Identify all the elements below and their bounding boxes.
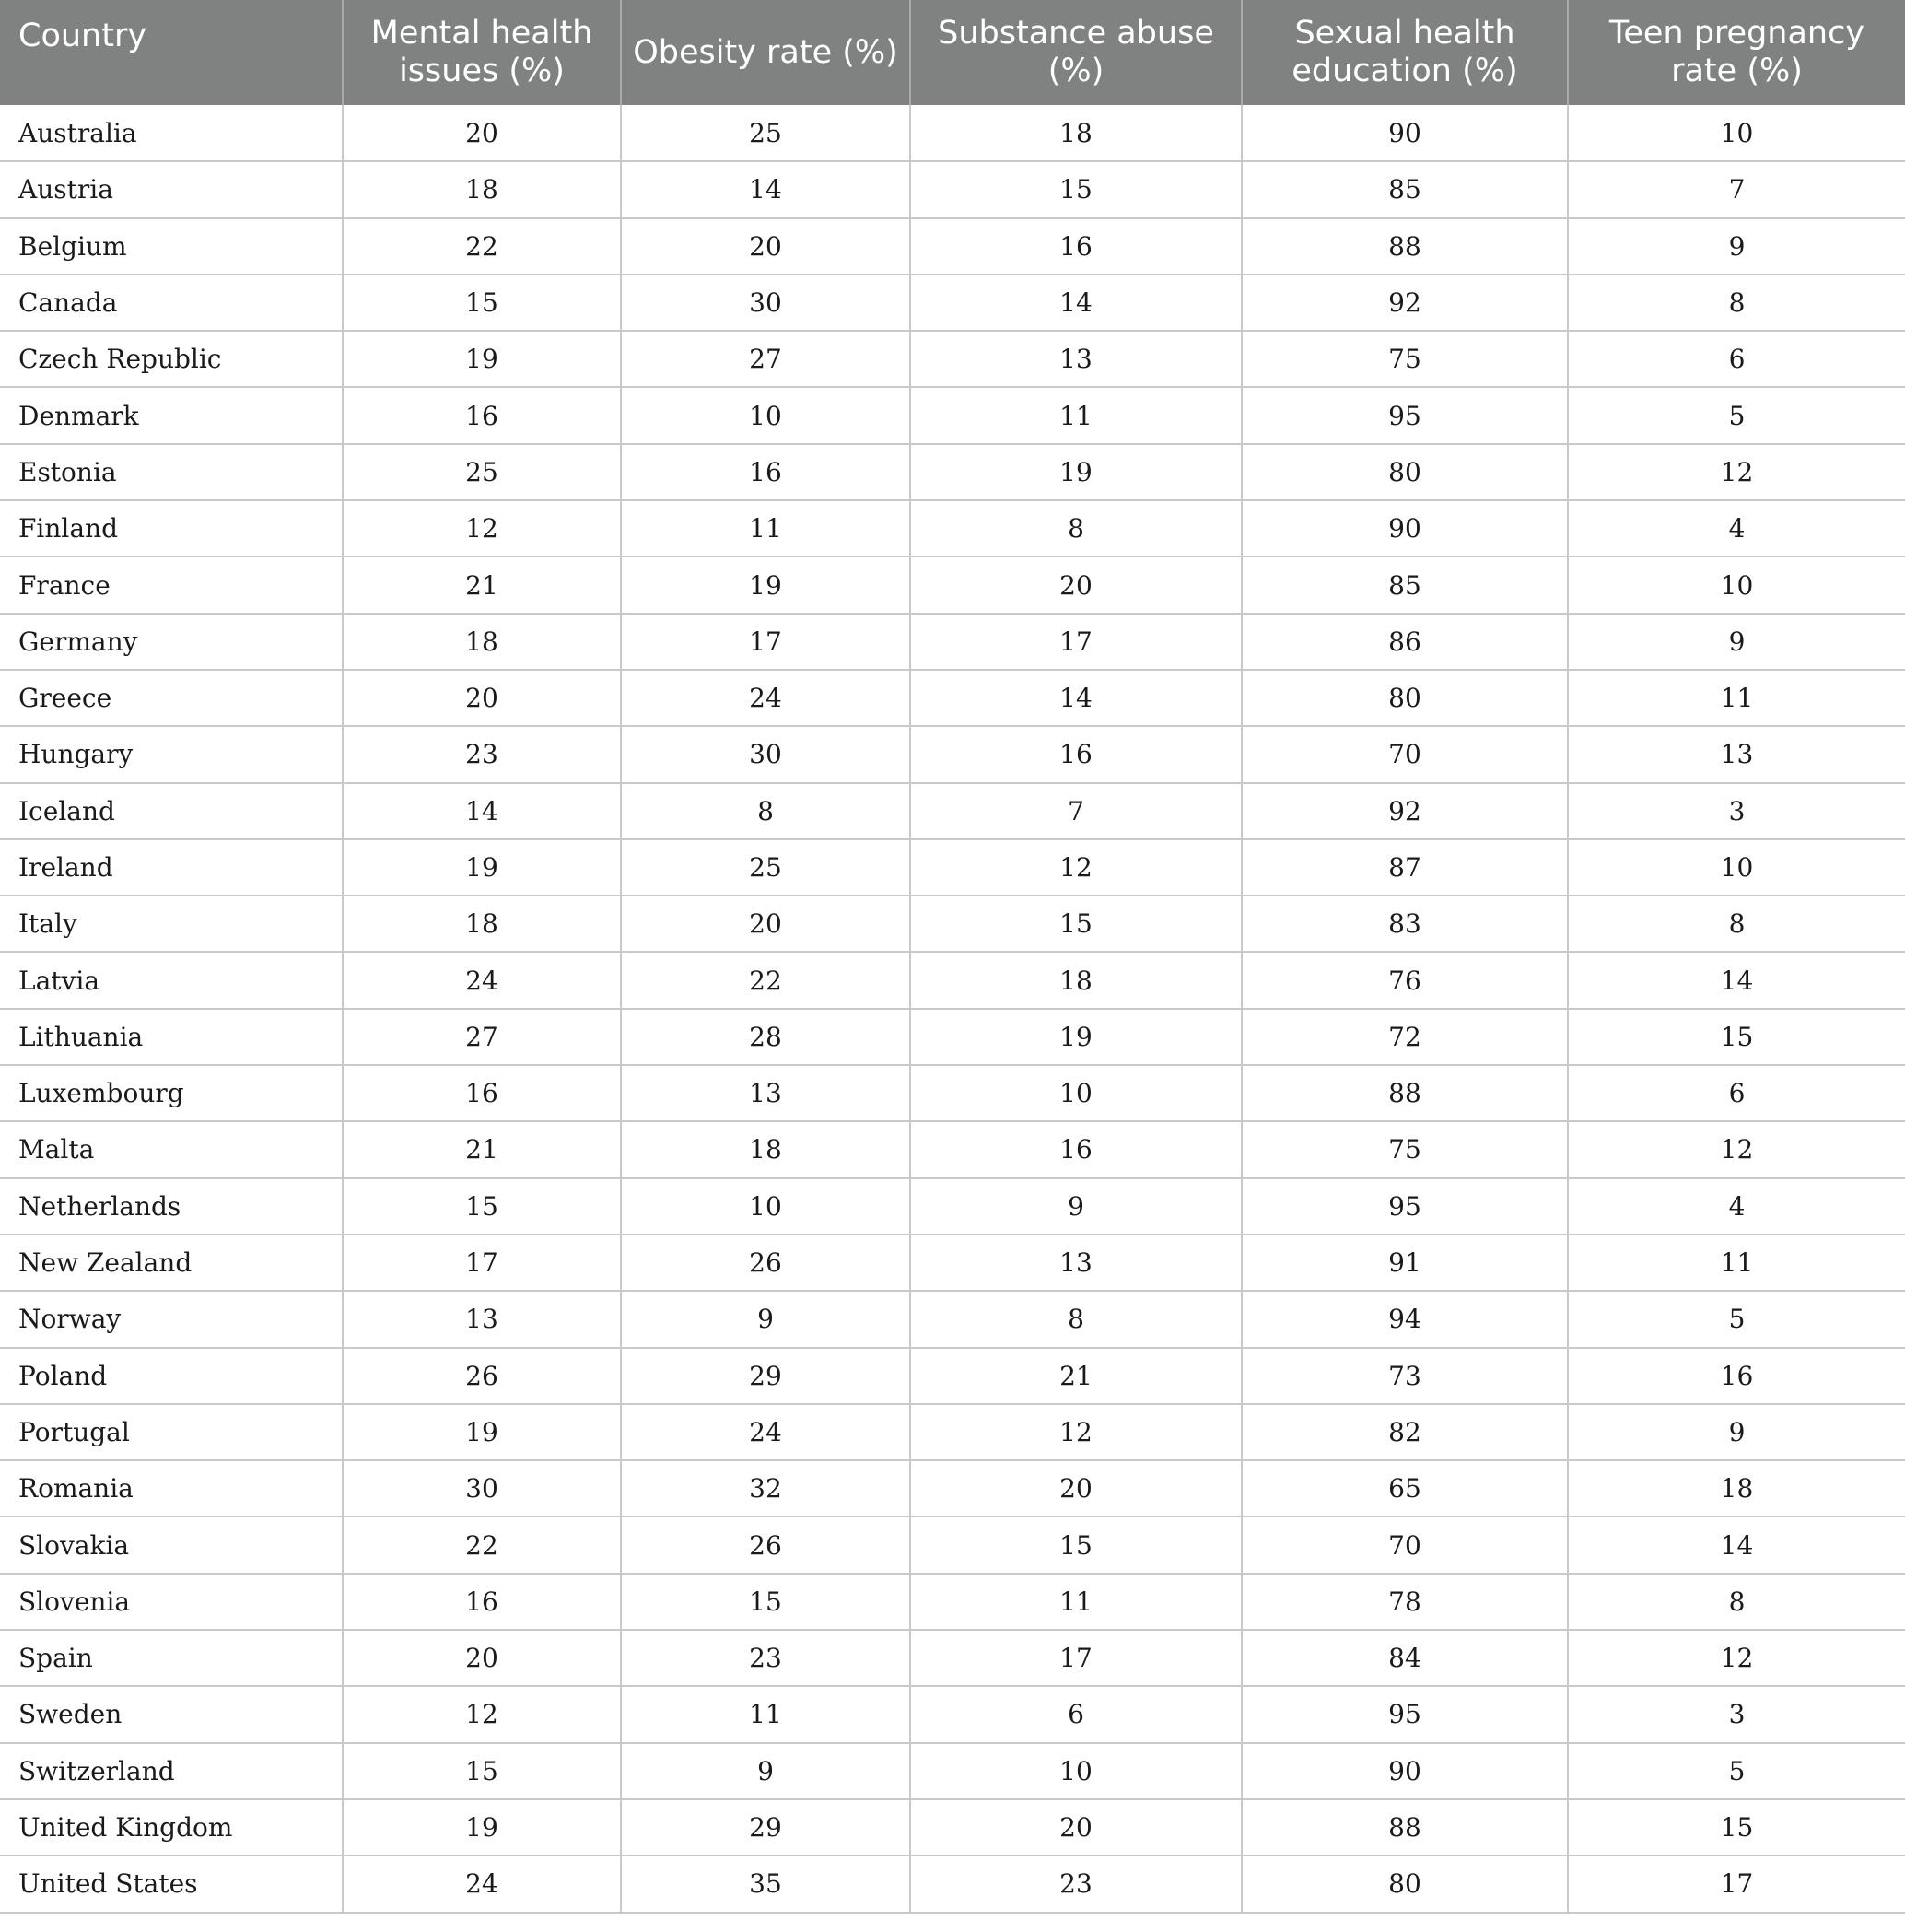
table-row	[0, 726, 1905, 782]
table-row	[0, 670, 1905, 726]
header-obesity-rate: Obesity rate (%)	[621, 0, 910, 105]
substance-abuse-cell: 12	[910, 839, 1242, 896]
teen-pregnancy-rate-cell: 10	[1568, 105, 1905, 161]
obesity-rate-cell: 25	[621, 105, 910, 161]
table-row	[0, 275, 1905, 331]
mental-health-cell: 15	[343, 1178, 621, 1235]
mental-health-cell: 26	[343, 1348, 621, 1404]
obesity-rate-cell: 15	[621, 1574, 910, 1630]
obesity-rate-cell: 29	[621, 1799, 910, 1856]
teen-pregnancy-rate-cell: 5	[1568, 387, 1905, 443]
substance-abuse-cell: 20	[910, 1460, 1242, 1516]
mental-health-cell: 13	[343, 1291, 621, 1347]
teen-pregnancy-rate-cell: 14	[1568, 952, 1905, 1008]
obesity-rate-cell: 20	[621, 896, 910, 952]
teen-pregnancy-rate-cell: 16	[1568, 1348, 1905, 1404]
substance-abuse-cell: 11	[910, 387, 1242, 443]
country-cell: Germany	[0, 614, 343, 670]
teen-pregnancy-rate-cell: 6	[1568, 331, 1905, 387]
sexual-health-education-cell: 75	[1242, 1121, 1568, 1177]
obesity-rate-cell: 25	[621, 839, 910, 896]
substance-abuse-cell: 14	[910, 670, 1242, 726]
sexual-health-education-cell: 94	[1242, 1291, 1568, 1347]
teen-pregnancy-rate-cell: 4	[1568, 1178, 1905, 1235]
sexual-health-education-cell: 70	[1242, 726, 1568, 782]
substance-abuse-cell: 14	[910, 275, 1242, 331]
country-cell: Finland	[0, 500, 343, 556]
header-mental-health: Mental health issues (%)	[343, 0, 621, 105]
substance-abuse-cell: 19	[910, 444, 1242, 500]
sexual-health-education-cell: 90	[1242, 105, 1568, 161]
header-country: Country	[0, 0, 343, 105]
country-cell: Austria	[0, 161, 343, 217]
teen-pregnancy-rate-cell: 8	[1568, 275, 1905, 331]
table-row	[0, 1065, 1905, 1121]
sexual-health-education-cell: 84	[1242, 1630, 1568, 1686]
sexual-health-education-cell: 78	[1242, 1574, 1568, 1630]
table-row	[0, 1348, 1905, 1404]
table-row	[0, 1121, 1905, 1177]
header-sexual-health-education: Sexual health education (%)	[1242, 0, 1568, 105]
obesity-rate-cell: 30	[621, 726, 910, 782]
country-cell: Czech Republic	[0, 331, 343, 387]
table-row	[0, 556, 1905, 613]
country-cell: Malta	[0, 1121, 343, 1177]
substance-abuse-cell: 10	[910, 1065, 1242, 1121]
obesity-rate-cell: 10	[621, 387, 910, 443]
country-cell: Romania	[0, 1460, 343, 1516]
teen-pregnancy-rate-cell: 11	[1568, 670, 1905, 726]
mental-health-cell: 19	[343, 1404, 621, 1460]
mental-health-cell: 16	[343, 1065, 621, 1121]
mental-health-cell: 21	[343, 556, 621, 613]
table-row	[0, 1630, 1905, 1686]
sexual-health-education-cell: 92	[1242, 275, 1568, 331]
country-cell: New Zealand	[0, 1235, 343, 1291]
country-cell: Netherlands	[0, 1178, 343, 1235]
country-cell: Belgium	[0, 218, 343, 275]
obesity-rate-cell: 26	[621, 1516, 910, 1573]
teen-pregnancy-rate-cell: 3	[1568, 783, 1905, 839]
table-row	[0, 1799, 1905, 1856]
mental-health-cell: 15	[343, 275, 621, 331]
teen-pregnancy-rate-cell: 8	[1568, 1574, 1905, 1630]
substance-abuse-cell: 17	[910, 614, 1242, 670]
obesity-rate-cell: 19	[621, 556, 910, 613]
table-row	[0, 1856, 1905, 1912]
country-cell: Norway	[0, 1291, 343, 1347]
substance-abuse-cell: 9	[910, 1178, 1242, 1235]
mental-health-cell: 19	[343, 331, 621, 387]
sexual-health-education-cell: 88	[1242, 1065, 1568, 1121]
teen-pregnancy-rate-cell: 8	[1568, 896, 1905, 952]
mental-health-cell: 22	[343, 218, 621, 275]
substance-abuse-cell: 15	[910, 161, 1242, 217]
sexual-health-education-cell: 80	[1242, 444, 1568, 500]
substance-abuse-cell: 6	[910, 1686, 1242, 1742]
country-cell: France	[0, 556, 343, 613]
obesity-rate-cell: 13	[621, 1065, 910, 1121]
substance-abuse-cell: 19	[910, 1009, 1242, 1065]
table-row	[0, 1460, 1905, 1516]
mental-health-cell: 17	[343, 1235, 621, 1291]
teen-pregnancy-rate-cell: 13	[1568, 726, 1905, 782]
mental-health-cell: 20	[343, 1630, 621, 1686]
table-row	[0, 896, 1905, 952]
table-row	[0, 1686, 1905, 1742]
sexual-health-education-cell: 80	[1242, 1856, 1568, 1912]
sexual-health-education-cell: 80	[1242, 670, 1568, 726]
table-row	[0, 1516, 1905, 1573]
table-row	[0, 161, 1905, 217]
mental-health-cell: 23	[343, 726, 621, 782]
sexual-health-education-cell: 65	[1242, 1460, 1568, 1516]
table-row	[0, 331, 1905, 387]
mental-health-cell: 16	[343, 387, 621, 443]
mental-health-cell: 24	[343, 952, 621, 1008]
sexual-health-education-cell: 70	[1242, 1516, 1568, 1573]
sexual-health-education-cell: 95	[1242, 387, 1568, 443]
sexual-health-education-cell: 86	[1242, 614, 1568, 670]
obesity-rate-cell: 22	[621, 952, 910, 1008]
obesity-rate-cell: 30	[621, 275, 910, 331]
mental-health-cell: 18	[343, 614, 621, 670]
obesity-rate-cell: 16	[621, 444, 910, 500]
table-row	[0, 1009, 1905, 1065]
substance-abuse-cell: 17	[910, 1630, 1242, 1686]
obesity-rate-cell: 17	[621, 614, 910, 670]
country-cell: Lithuania	[0, 1009, 343, 1065]
header-teen-pregnancy-rate: Teen pregnancy rate (%)	[1568, 0, 1905, 105]
teen-pregnancy-rate-cell: 12	[1568, 444, 1905, 500]
table-row	[0, 1178, 1905, 1235]
substance-abuse-cell: 13	[910, 331, 1242, 387]
sexual-health-education-cell: 90	[1242, 500, 1568, 556]
country-cell: Iceland	[0, 783, 343, 839]
sexual-health-education-cell: 95	[1242, 1686, 1568, 1742]
mental-health-cell: 16	[343, 1574, 621, 1630]
teen-pregnancy-rate-cell: 12	[1568, 1121, 1905, 1177]
teen-pregnancy-rate-cell: 3	[1568, 1686, 1905, 1742]
teen-pregnancy-rate-cell: 15	[1568, 1799, 1905, 1856]
mental-health-cell: 12	[343, 1686, 621, 1742]
mental-health-cell: 18	[343, 161, 621, 217]
teen-pregnancy-rate-cell: 4	[1568, 500, 1905, 556]
mental-health-cell: 25	[343, 444, 621, 500]
teen-pregnancy-rate-cell: 7	[1568, 161, 1905, 217]
country-cell: Estonia	[0, 444, 343, 500]
header-substance-abuse: Substance abuse (%)	[910, 0, 1242, 105]
mental-health-cell: 24	[343, 1856, 621, 1912]
substance-abuse-cell: 20	[910, 556, 1242, 613]
obesity-rate-cell: 14	[621, 161, 910, 217]
substance-abuse-cell: 15	[910, 896, 1242, 952]
obesity-rate-cell: 35	[621, 1856, 910, 1912]
country-cell: Latvia	[0, 952, 343, 1008]
obesity-rate-cell: 9	[621, 1291, 910, 1347]
country-cell: United States	[0, 1856, 343, 1912]
table-row	[0, 614, 1905, 670]
obesity-rate-cell: 8	[621, 783, 910, 839]
teen-pregnancy-rate-cell: 5	[1568, 1291, 1905, 1347]
country-cell: Australia	[0, 105, 343, 161]
obesity-rate-cell: 18	[621, 1121, 910, 1177]
country-cell: Switzerland	[0, 1743, 343, 1799]
country-cell: Hungary	[0, 726, 343, 782]
mental-health-cell: 30	[343, 1460, 621, 1516]
sexual-health-education-cell: 82	[1242, 1404, 1568, 1460]
table-row	[0, 218, 1905, 275]
mental-health-cell: 27	[343, 1009, 621, 1065]
table-row	[0, 952, 1905, 1008]
country-cell: Sweden	[0, 1686, 343, 1742]
obesity-rate-cell: 26	[621, 1235, 910, 1291]
country-cell: Luxembourg	[0, 1065, 343, 1121]
mental-health-cell: 21	[343, 1121, 621, 1177]
table-row	[0, 783, 1905, 839]
mental-health-cell: 12	[343, 500, 621, 556]
substance-abuse-cell: 16	[910, 1121, 1242, 1177]
obesity-rate-cell: 24	[621, 670, 910, 726]
substance-abuse-cell: 10	[910, 1743, 1242, 1799]
teen-pregnancy-rate-cell: 9	[1568, 614, 1905, 670]
obesity-rate-cell: 27	[621, 331, 910, 387]
sexual-health-education-cell: 88	[1242, 1799, 1568, 1856]
country-cell: Denmark	[0, 387, 343, 443]
substance-abuse-cell: 8	[910, 1291, 1242, 1347]
sexual-health-education-cell: 83	[1242, 896, 1568, 952]
teen-pregnancy-rate-cell: 10	[1568, 839, 1905, 896]
sexual-health-education-cell: 76	[1242, 952, 1568, 1008]
table-row	[0, 1743, 1905, 1799]
sexual-health-education-cell: 73	[1242, 1348, 1568, 1404]
mental-health-cell: 14	[343, 783, 621, 839]
table-row	[0, 839, 1905, 896]
obesity-rate-cell: 28	[621, 1009, 910, 1065]
mental-health-cell: 18	[343, 896, 621, 952]
country-cell: Spain	[0, 1630, 343, 1686]
table-row	[0, 1291, 1905, 1347]
obesity-rate-cell: 11	[621, 500, 910, 556]
obesity-rate-cell: 9	[621, 1743, 910, 1799]
sexual-health-education-cell: 72	[1242, 1009, 1568, 1065]
substance-abuse-cell: 18	[910, 952, 1242, 1008]
substance-abuse-cell: 15	[910, 1516, 1242, 1573]
teen-pregnancy-rate-cell: 18	[1568, 1460, 1905, 1516]
mental-health-cell: 20	[343, 105, 621, 161]
mental-health-cell: 19	[343, 1799, 621, 1856]
sexual-health-education-cell: 85	[1242, 161, 1568, 217]
mental-health-cell: 15	[343, 1743, 621, 1799]
substance-abuse-cell: 16	[910, 218, 1242, 275]
country-cell: Slovakia	[0, 1516, 343, 1573]
teen-pregnancy-rate-cell: 15	[1568, 1009, 1905, 1065]
obesity-rate-cell: 24	[621, 1404, 910, 1460]
teen-pregnancy-rate-cell: 17	[1568, 1856, 1905, 1912]
obesity-rate-cell: 23	[621, 1630, 910, 1686]
teen-pregnancy-rate-cell: 11	[1568, 1235, 1905, 1291]
sexual-health-education-cell: 95	[1242, 1178, 1568, 1235]
country-cell: Slovenia	[0, 1574, 343, 1630]
table-row	[0, 500, 1905, 556]
sexual-health-education-cell: 90	[1242, 1743, 1568, 1799]
obesity-rate-cell: 11	[621, 1686, 910, 1742]
header-row	[0, 0, 1905, 105]
teen-pregnancy-rate-cell: 6	[1568, 1065, 1905, 1121]
substance-abuse-cell: 13	[910, 1235, 1242, 1291]
country-cell: Poland	[0, 1348, 343, 1404]
table-row	[0, 444, 1905, 500]
country-cell: Canada	[0, 275, 343, 331]
sexual-health-education-cell: 85	[1242, 556, 1568, 613]
country-cell: Greece	[0, 670, 343, 726]
substance-abuse-cell: 18	[910, 105, 1242, 161]
table-row	[0, 1404, 1905, 1460]
country-cell: Italy	[0, 896, 343, 952]
sexual-health-education-cell: 88	[1242, 218, 1568, 275]
country-cell: Ireland	[0, 839, 343, 896]
table-row	[0, 387, 1905, 443]
substance-abuse-cell: 16	[910, 726, 1242, 782]
substance-abuse-cell: 8	[910, 500, 1242, 556]
substance-abuse-cell: 20	[910, 1799, 1242, 1856]
country-cell: United Kingdom	[0, 1799, 343, 1856]
obesity-rate-cell: 20	[621, 218, 910, 275]
table-row	[0, 105, 1905, 161]
table-row	[0, 1235, 1905, 1291]
mental-health-cell: 20	[343, 670, 621, 726]
teen-pregnancy-rate-cell: 5	[1568, 1743, 1905, 1799]
substance-abuse-cell: 11	[910, 1574, 1242, 1630]
mental-health-cell: 22	[343, 1516, 621, 1573]
country-cell: Portugal	[0, 1404, 343, 1460]
teen-pregnancy-rate-cell: 9	[1568, 218, 1905, 275]
table-header	[0, 0, 1905, 105]
substance-abuse-cell: 7	[910, 783, 1242, 839]
substance-abuse-cell: 23	[910, 1856, 1242, 1912]
obesity-rate-cell: 10	[621, 1178, 910, 1235]
substance-abuse-cell: 12	[910, 1404, 1242, 1460]
mental-health-cell: 19	[343, 839, 621, 896]
sexual-health-education-cell: 75	[1242, 331, 1568, 387]
sexual-health-education-cell: 87	[1242, 839, 1568, 896]
teen-pregnancy-rate-cell: 10	[1568, 556, 1905, 613]
sexual-health-education-cell: 91	[1242, 1235, 1568, 1291]
table-row	[0, 1574, 1905, 1630]
sexual-health-education-cell: 92	[1242, 783, 1568, 839]
obesity-rate-cell: 32	[621, 1460, 910, 1516]
teen-pregnancy-rate-cell: 14	[1568, 1516, 1905, 1573]
substance-abuse-cell: 21	[910, 1348, 1242, 1404]
table-body	[0, 105, 1905, 1913]
teen-pregnancy-rate-cell: 9	[1568, 1404, 1905, 1460]
obesity-rate-cell: 29	[621, 1348, 910, 1404]
teen-pregnancy-rate-cell: 12	[1568, 1630, 1905, 1686]
